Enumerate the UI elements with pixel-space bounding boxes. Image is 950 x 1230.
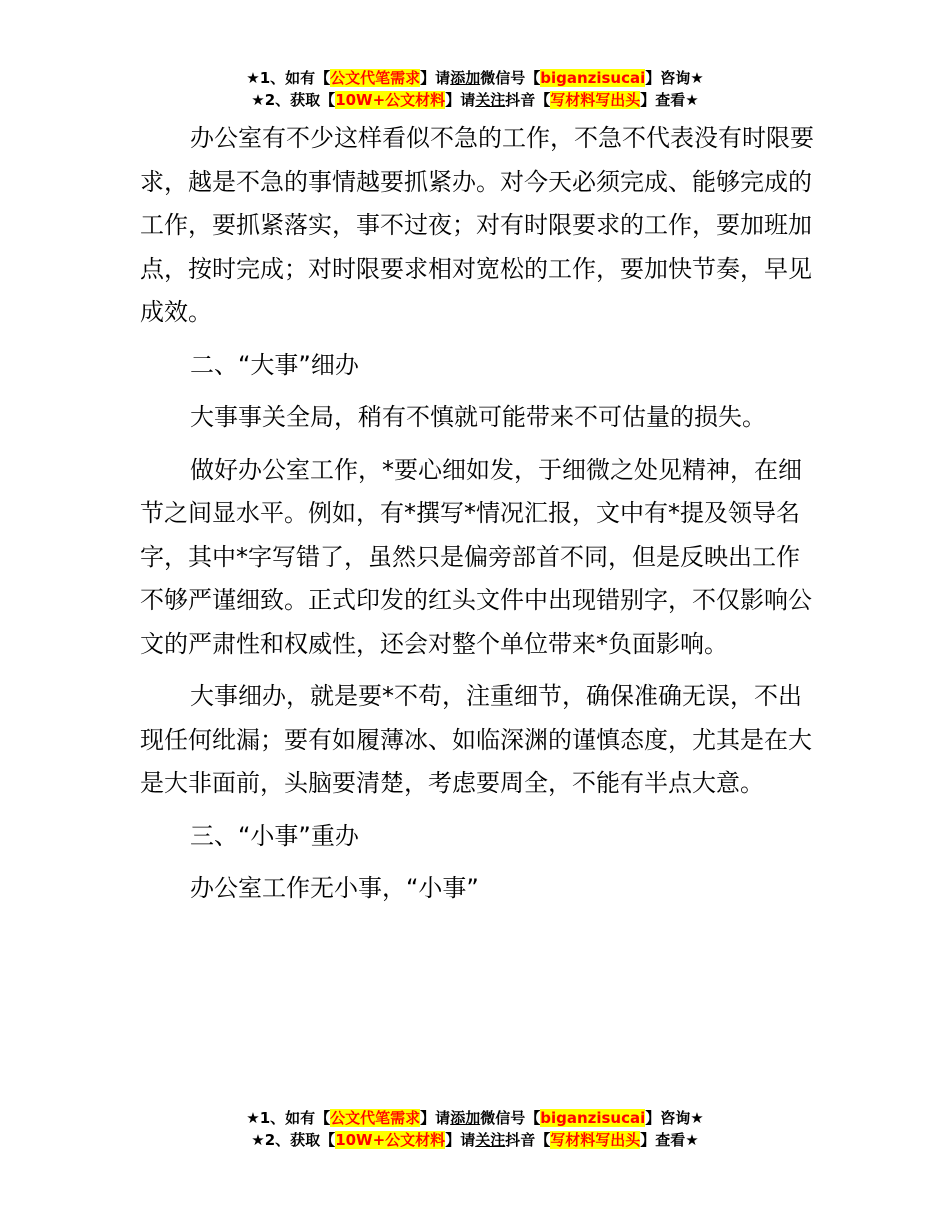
highlight-service: 公文代笔需求 [330,1109,421,1127]
banner-line-1 [0,1107,950,1129]
banner-text: 微信号【 [480,1109,541,1127]
highlight-materials: 10W+公文材料 [335,1131,446,1149]
paragraph: 做好办公室工作，*要心细如发，于细微之处见精神，在细节之间显水平。例如，有*撰写*情况汇报，文中有*提及领导名字，其中*字写错了，虽然只是偏旁部首不同，但是反映出工作不够严谨细致。正式印发的红头文件中出现错别字，不仅影响公文的严肃性和权威性，还会对整个单位带来*负面影响。 [140,455,812,658]
banner-line-2 [0,89,950,111]
banner-text: ★2、获取【 [251,1131,336,1149]
banner-underlined-text: 添加 [450,69,481,87]
banner-underlined-text: 关注 [475,1131,506,1149]
paragraph: 大事细办，就是要*不苟，注重细节，确保准确无误，不出现任何纰漏；要有如履薄冰、如临深渊的谨慎态度，尤其是在大是大非面前，头脑要清楚，考虑要周全，不能有半点大意。 [140,682,812,797]
banner-underlined-text: 添加 [450,1109,481,1127]
banner-underlined-text: 关注 [475,91,506,109]
highlight-wechat-id: biganzisucai [540,69,646,87]
highlight-douyin-account: 写材料写出头 [550,91,641,109]
highlight-materials: 10W+公文材料 [335,91,446,109]
section-heading: 三、“小事”重办 [190,821,359,850]
section-heading: 二、“大事”细办 [190,350,359,379]
banner-text: 】请 [420,69,451,87]
document-body [140,117,820,920]
banner-text: 】咨询★ [645,1109,704,1127]
paragraph: 办公室有不少这样看似不急的工作，不急不代表没有时限要求，越是不急的事情越要抓紧办。对今天必须完成、能够完成的工作，要抓紧落实，事不过夜；对有时限要求的工作，要加班加点，按时完成；对时限要求相对宽松的工作，要加快节奏，早见成效。 [140,124,814,326]
banner-text: 微信号【 [480,69,541,87]
highlight-wechat-id: biganzisucai [540,1109,646,1127]
banner-text: 】请 [420,1109,451,1127]
banner-line-2 [0,1129,950,1151]
banner-text: 】查看★ [640,1131,699,1149]
banner-text: 抖音【 [505,1131,551,1149]
banner-text: ★1、如有【 [246,69,331,87]
banner-line-1 [0,67,950,89]
highlight-douyin-account: 写材料写出头 [550,1131,641,1149]
banner-text: ★1、如有【 [246,1109,331,1127]
paragraph: 办公室工作无小事，“小事” [190,874,479,902]
banner-text: 】查看★ [640,91,699,109]
banner-text: 】请 [445,1131,476,1149]
header-banner [0,67,950,111]
banner-text: 】请 [445,91,476,109]
highlight-service: 公文代笔需求 [330,69,421,87]
banner-text: ★2、获取【 [251,91,336,109]
banner-text: 抖音【 [505,91,551,109]
footer-banner [0,1107,950,1151]
paragraph: 大事事关全局，稍有不慎就可能带来不可估量的损失。 [190,403,766,431]
banner-text: 】咨询★ [645,69,704,87]
